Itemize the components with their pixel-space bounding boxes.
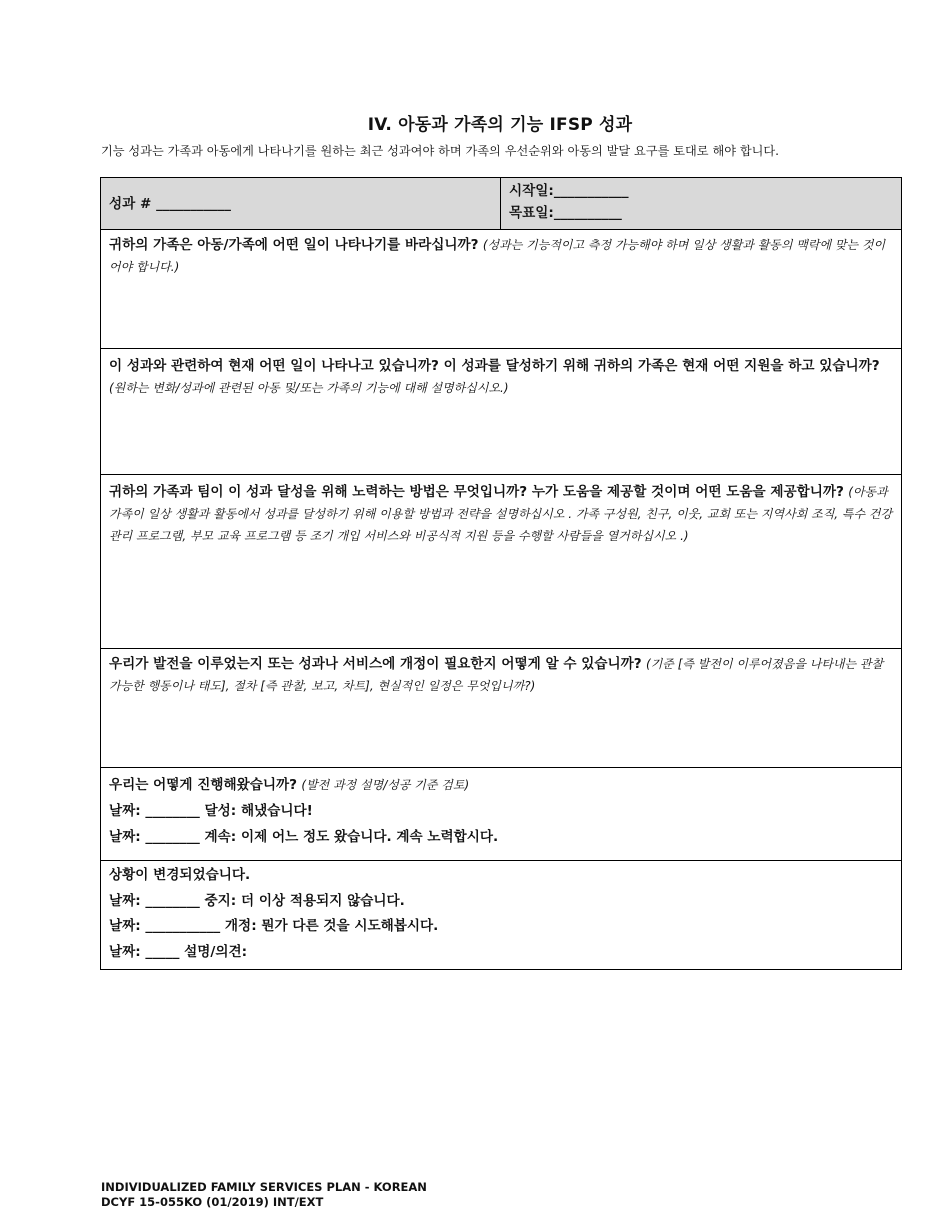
section-progress-criteria xyxy=(101,649,902,768)
progress-criteria-cell[interactable] xyxy=(101,649,902,768)
footer-form-number: DCYF 15-055KO (01/2019) INT/EXT xyxy=(101,1195,324,1209)
outcome-form-table xyxy=(100,177,902,970)
page-footer xyxy=(101,1180,427,1210)
continue-date-line[interactable]: 날짜: ________ 계속: 이제 어느 정도 왔습니다. 계속 노력합시다. xyxy=(109,829,499,845)
progress-criteria-note: (기준 [즉 발전이 이루어졌음을 나타내는 관찰 가능한 행동이나 태도], 절차 [즉 관찰, 보고, 차트], 현실적인 일정은 무엇입니까?) xyxy=(109,657,884,693)
section-status-change xyxy=(101,861,902,970)
strategies-note: (아동과 가족이 일상 생활과 활동에서 성과를 달성하기 위해 이용할 방법과 전략을 설명하십시오 . 가족 구성원, 친구, 이웃, 교회 또는 지역사회 조직, 특수 건강 관리 프로그램, 부모 교육 프로그램 등 조기 개입 서비스와 비공식적 지원 등을 수행할 사람들을 열거하십시오 .) xyxy=(109,485,893,543)
strategies-cell[interactable] xyxy=(101,475,902,649)
current-status-question: 이 성과와 관련하여 현재 어떤 일이 나타나고 있습니까? 이 성과를 달성하기 위해 귀하의 가족은 현재 어떤 지원을 하고 있습니까? xyxy=(109,358,880,374)
progress-review-question: 우리는 어떻게 진행해왔습니까? xyxy=(109,777,298,793)
revise-date-line[interactable]: 날짜: ___________ 개정: 뭔가 다른 것을 시도해봅시다. xyxy=(109,918,439,934)
section-current-status xyxy=(101,349,902,475)
section-desired-outcome xyxy=(101,230,902,349)
status-change-cell xyxy=(101,861,902,970)
form-header-row xyxy=(101,178,902,230)
strategies-question: 귀하의 가족과 팀이 이 성과 달성을 위해 노력하는 방법은 무엇입니까? 누가 도움을 제공할 것이며 어떤 도움을 제공합니까? xyxy=(109,484,844,500)
desired-outcome-question: 귀하의 가족은 아동/가족에 어떤 일이 나타나기를 바라십니까? xyxy=(109,237,479,253)
page-title: IV. 아동과 가족의 기능 IFSP 성과 xyxy=(367,115,633,135)
current-status-cell[interactable] xyxy=(101,349,902,475)
progress-review-cell xyxy=(101,768,902,861)
date-fields xyxy=(501,178,902,230)
progress-review-note: (발전 과정 설명/성공 기준 검토) xyxy=(301,778,470,792)
target-date-field[interactable]: 목표일:__________ xyxy=(509,205,622,221)
status-change-heading: 상황이 변경되었습니다. xyxy=(109,867,251,883)
desired-outcome-cell[interactable] xyxy=(101,230,902,349)
comments-date-line[interactable]: 날짜: _____ 설명/의견: xyxy=(109,943,248,960)
section-progress-review xyxy=(101,768,902,861)
page-subtitle: 기능 성과는 가족과 아동에게 나타나기를 원하는 최근 성과여야 하며 가족의 우선순위와 아동의 발달 요구를 토대로 해야 합니다. xyxy=(101,144,780,158)
section-strategies xyxy=(101,475,902,649)
outcome-number-field[interactable]: 성과 # ___________ xyxy=(101,178,501,230)
progress-criteria-question: 우리가 발전을 이루었는지 또는 성과나 서비스에 개정이 필요한지 어떻게 알 수 있습니까? xyxy=(109,656,642,672)
current-status-note: (원하는 변화/성과에 관련된 아동 및/또는 가족의 기능에 대해 설명하십시오.) xyxy=(109,381,509,395)
discontinue-date-line[interactable]: 날짜: ________ 중지: 더 이상 적용되지 않습니다. xyxy=(109,892,405,909)
achieved-date-line[interactable]: 날짜: ________ 달성: 해냈습니다! xyxy=(109,803,313,819)
desired-outcome-note: (성과는 기능적이고 측정 가능해야 하며 일상 생활과 활동의 맥락에 맞는 것이어야 합니다.) xyxy=(109,238,886,274)
start-date-field[interactable]: 시작일:___________ xyxy=(509,183,629,199)
footer-plan-title: INDIVIDUALIZED FAMILY SERVICES PLAN - KOREAN xyxy=(101,1180,427,1194)
